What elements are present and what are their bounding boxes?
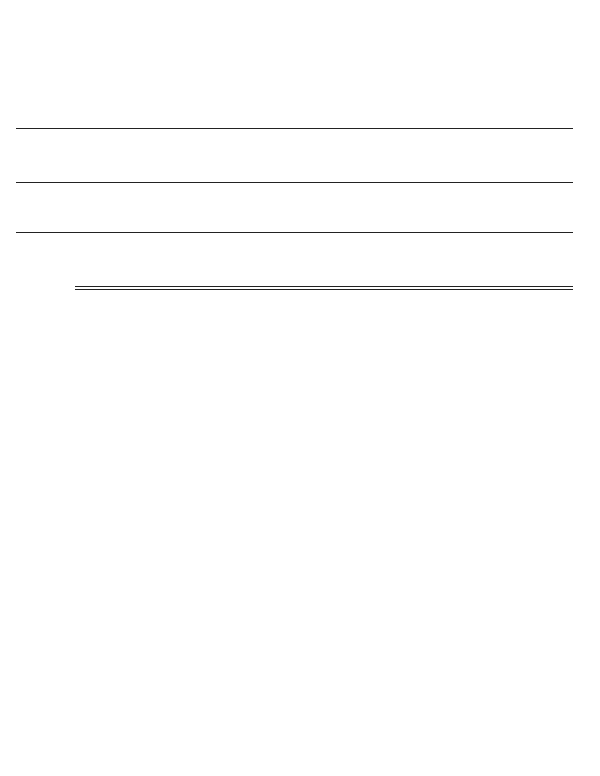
player-divider bbox=[16, 232, 573, 233]
totals-divider bbox=[75, 289, 573, 290]
player-divider bbox=[16, 128, 573, 129]
totals-divider bbox=[75, 286, 573, 287]
player-divider bbox=[16, 182, 573, 183]
